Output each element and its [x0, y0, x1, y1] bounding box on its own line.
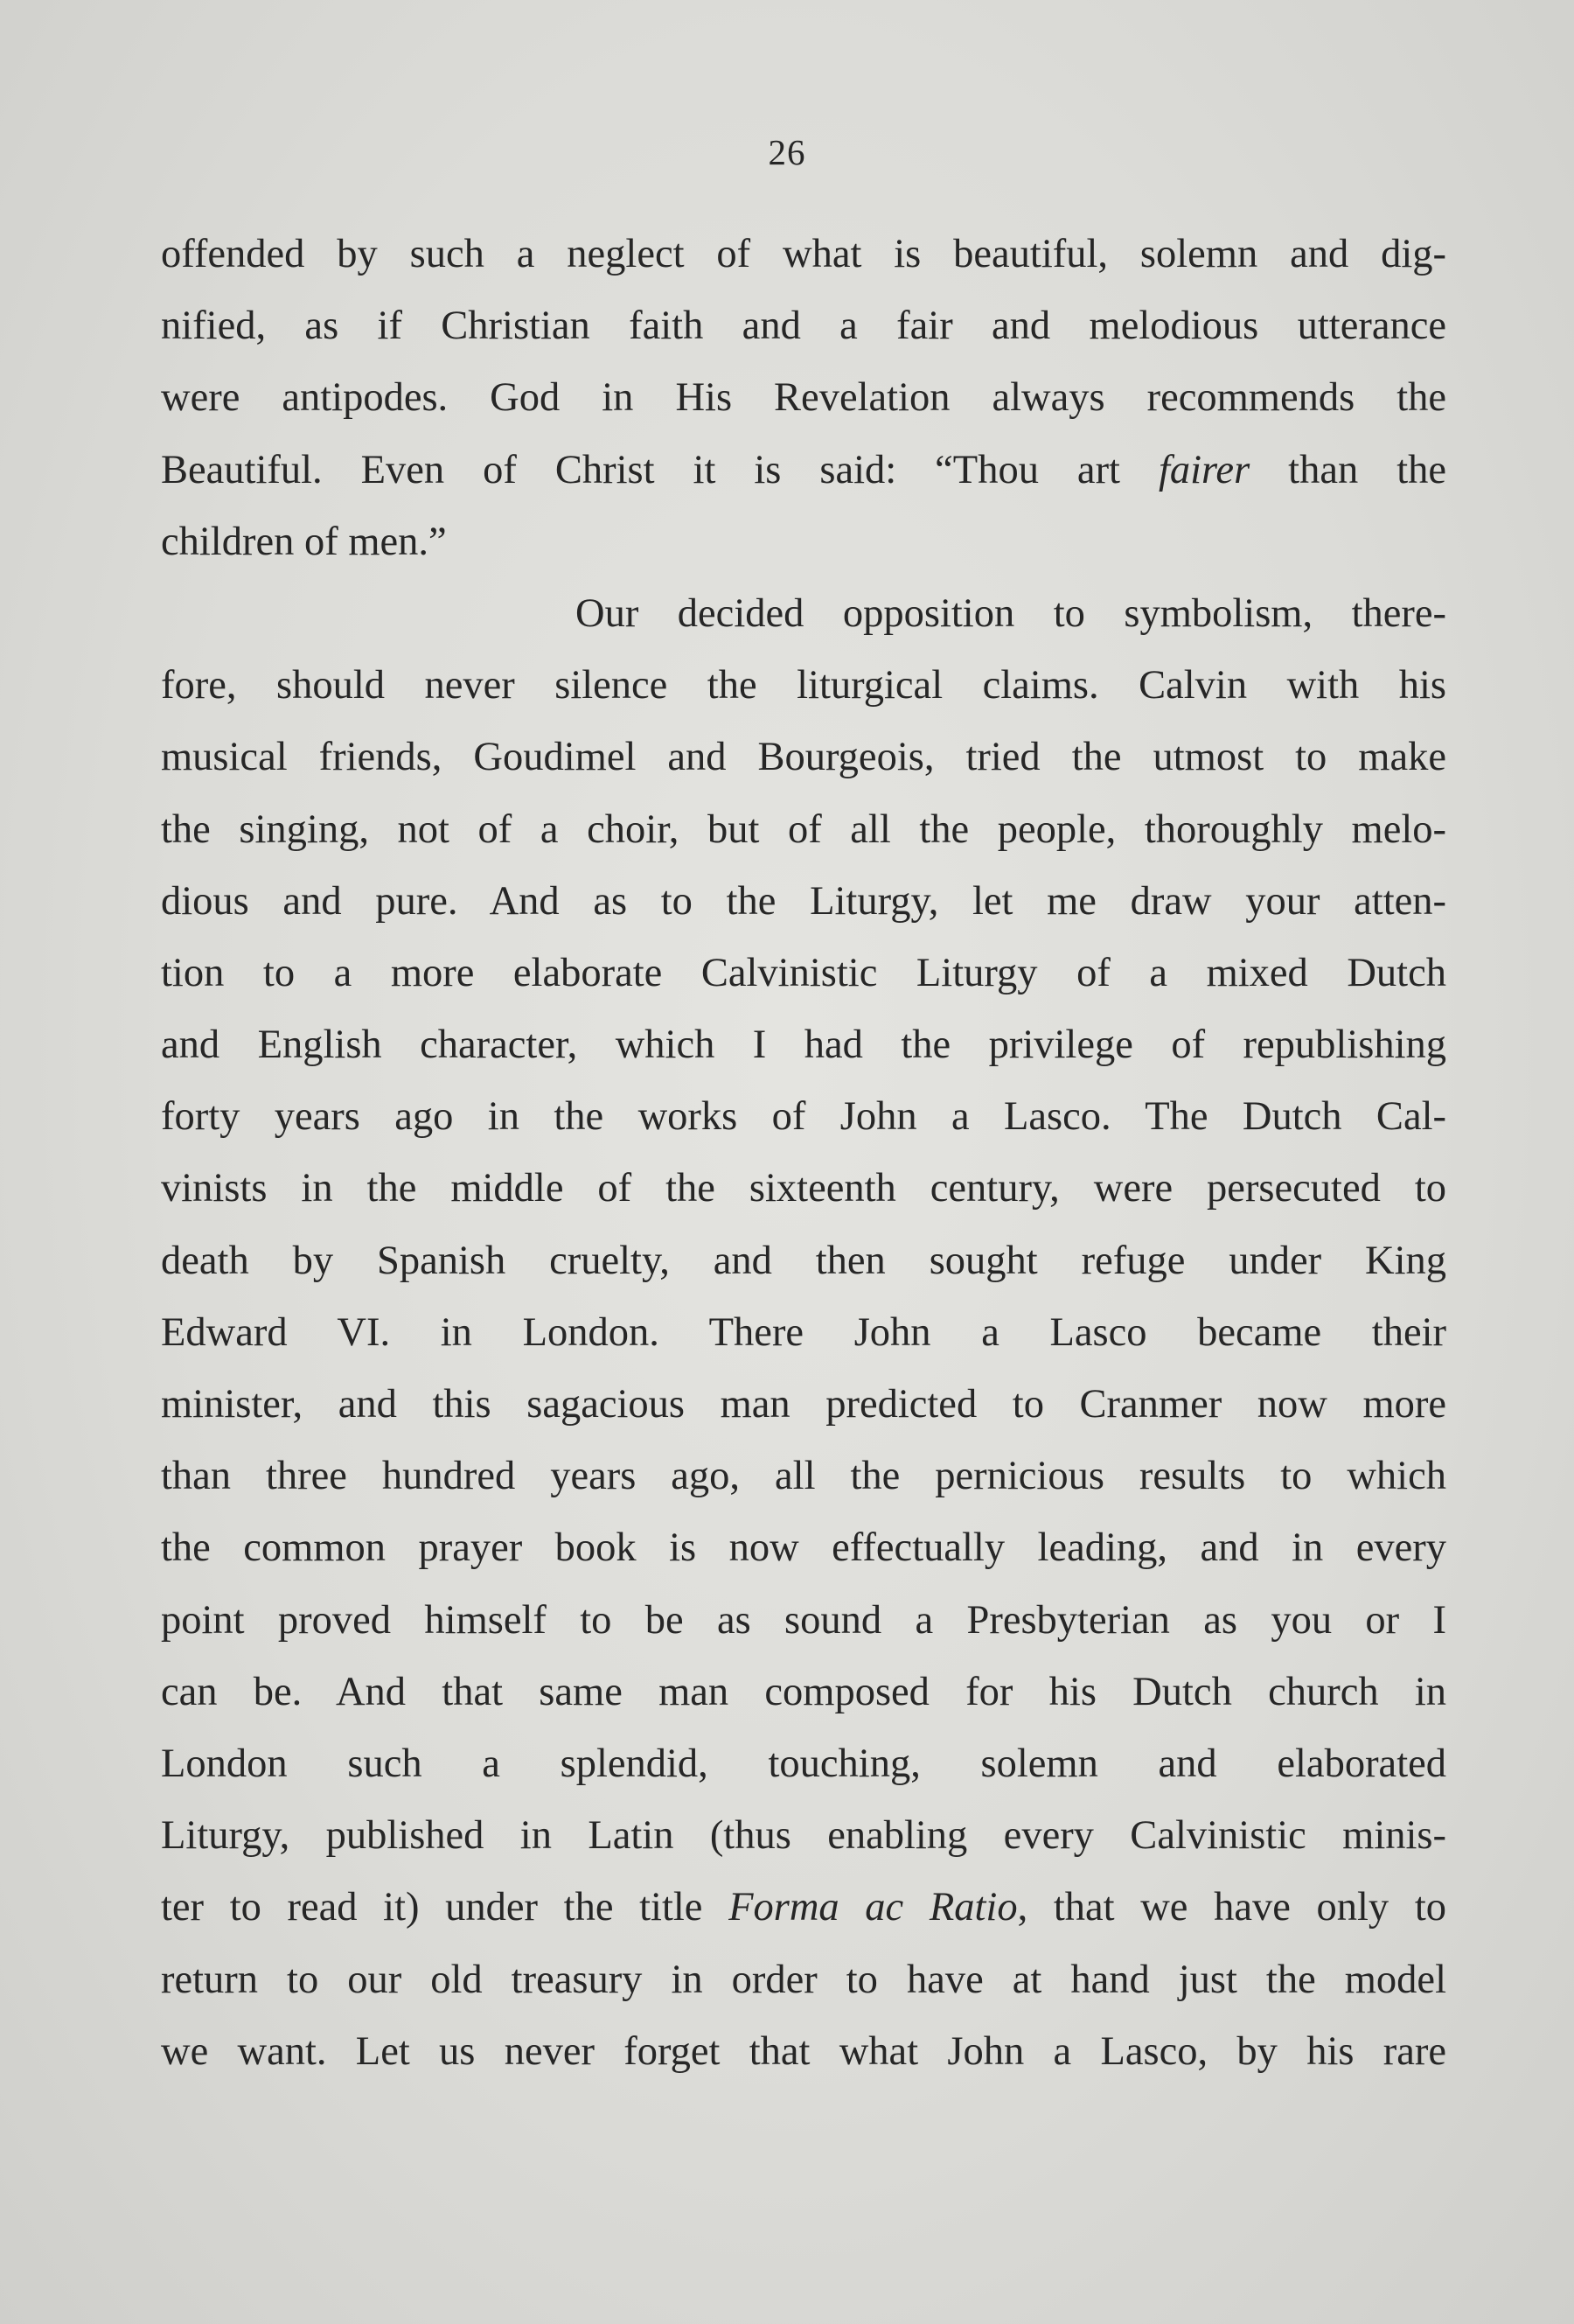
- text-line: point proved himself to be as sound a Presbyterian as you or I: [161, 1597, 1446, 1643]
- text-line: were antipodes. God in His Revelation always recommends the: [161, 375, 1446, 421]
- body-text: [161, 219, 1446, 2088]
- text-line: can be. And that same man composed for his Dutch church in: [161, 1669, 1446, 1714]
- italic-title: Forma ac Ratio: [728, 1885, 1018, 1930]
- text-line: [161, 435, 1446, 506]
- page-number: 26: [768, 132, 806, 172]
- text-line: forty years ago in the works of John a Lasco. The Dutch Cal-: [161, 1094, 1446, 1140]
- text-line: children of men.”: [161, 519, 447, 564]
- text-line: nified, as if Christian faith and a fair and melodious utterance: [161, 304, 1446, 349]
- text-line: Liturgy, published in Latin (thus enabling every Calvinistic minis-: [161, 1813, 1446, 1859]
- text-line: the singing, not of a choir, but of all the people, thoroughly melo-: [161, 806, 1446, 852]
- text-line: vinists in the middle of the sixteenth century, were persecuted to: [161, 1166, 1446, 1211]
- text-line: the common prayer book is now effectually leading, and in every: [161, 1525, 1446, 1571]
- text-line: Edward VI. in London. There John a Lasco became their: [161, 1309, 1446, 1355]
- text-line: and English character, which I had the privilege of republishing: [161, 1022, 1446, 1068]
- text-line: we want. Let us never forget that what John a Lasco, by his rare: [161, 2028, 1446, 2074]
- text-line: musical friends, Goudimel and Bourgeois, tried the utmost to make: [161, 735, 1446, 780]
- text-line: fore, should never silence the liturgical claims. Calvin with his: [161, 663, 1446, 708]
- text-line: London such a splendid, touching, solemn and elaborated: [161, 1741, 1446, 1786]
- paragraph-start-line: Our decided opposition to symbolism, there-: [575, 590, 1446, 636]
- text-line: offended by such a neglect of what is beautiful, solemn and dig-: [161, 232, 1446, 276]
- text-segment: Beautiful. Even of Christ it is said: “Thou art: [161, 447, 1159, 492]
- text-segment: , that we have only to: [1017, 1885, 1446, 1930]
- text-line: than three hundred years ago, all the pernicious results to which: [161, 1454, 1446, 1499]
- text-segment: than the: [1250, 447, 1446, 492]
- text-line: [161, 1872, 1446, 1944]
- text-segment: ter to read it) under the title: [161, 1885, 729, 1930]
- text-line: tion to a more elaborate Calvinistic Liturgy of a mixed Dutch: [161, 950, 1446, 995]
- text-line: dious and pure. And as to the Liturgy, let me draw your atten-: [161, 878, 1446, 924]
- italic-word: fairer: [1158, 447, 1250, 492]
- text-line: minister, and this sagacious man predicted to Cranmer now more: [161, 1382, 1446, 1427]
- text-line: death by Spanish cruelty, and then sought refuge under King: [161, 1238, 1446, 1283]
- text-line: return to our old treasury in order to have at hand just the model: [161, 1957, 1446, 2002]
